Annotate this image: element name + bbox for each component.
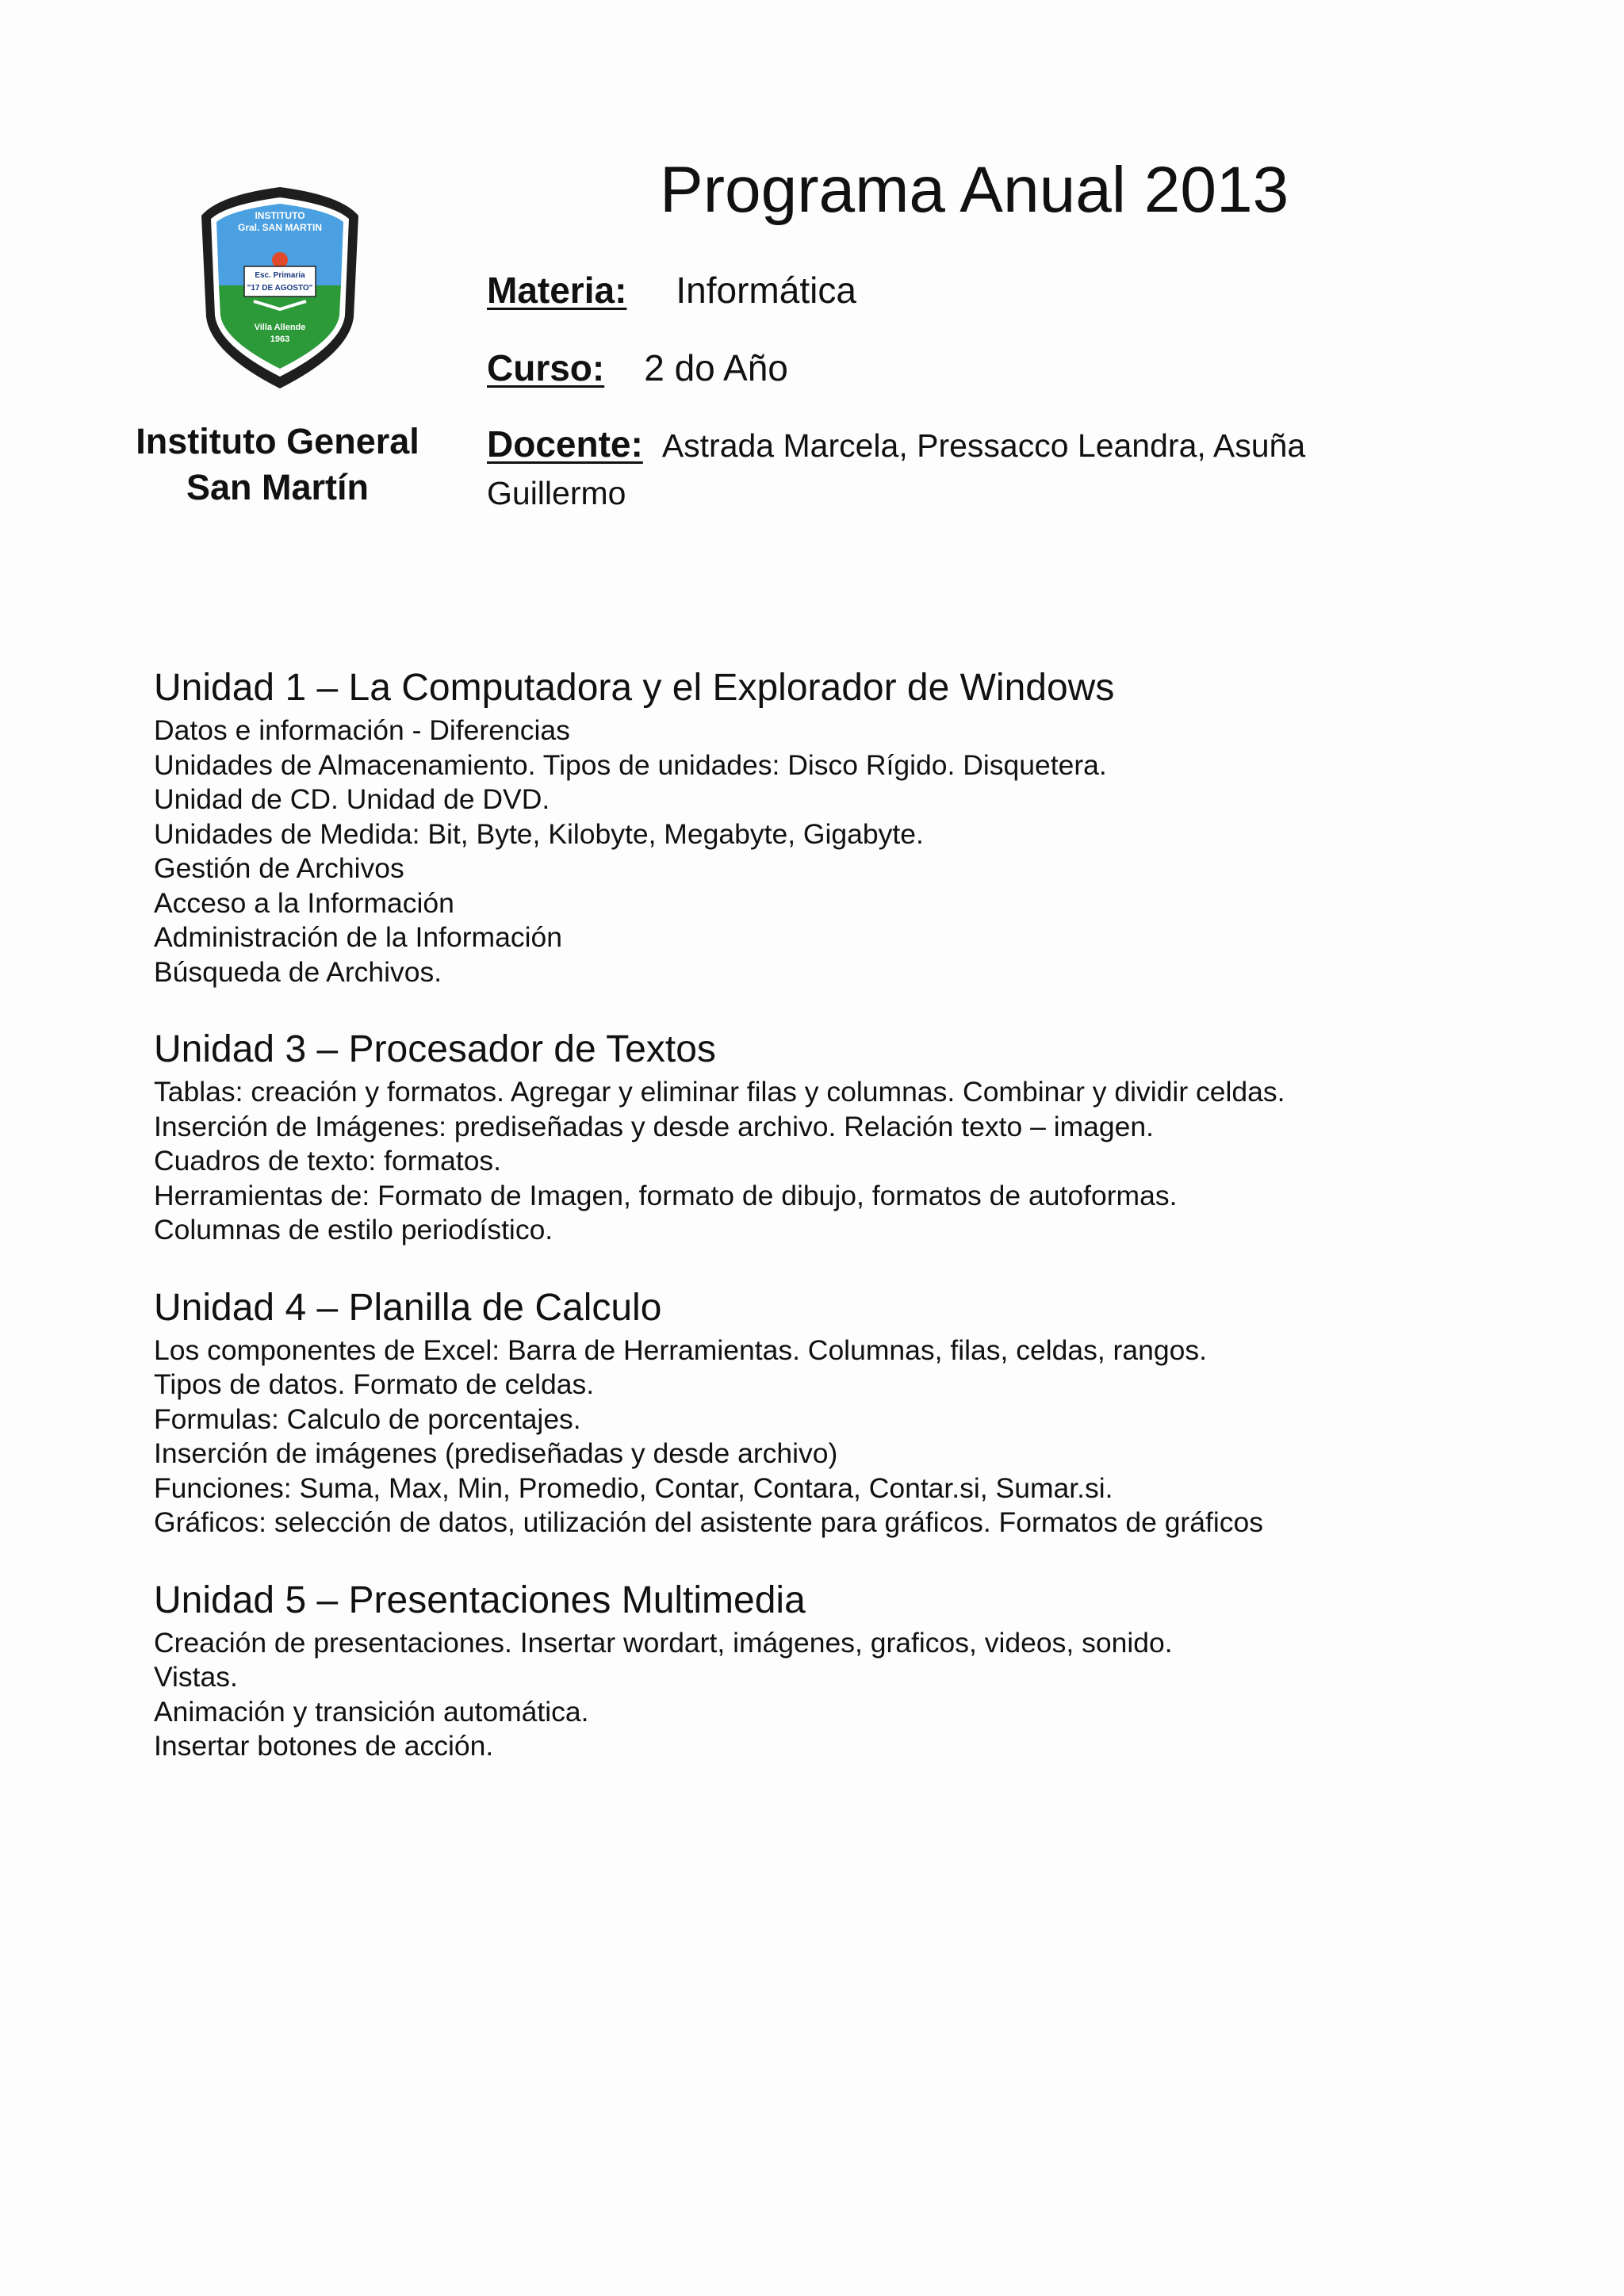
unit-line: Creación de presentaciones. Insertar wordart, imágenes, graficos, videos, sonido. bbox=[154, 1626, 1173, 1659]
curso-row bbox=[487, 346, 788, 390]
unit-line: Formulas: Calculo de porcentajes. bbox=[154, 1402, 581, 1435]
materia-row bbox=[487, 268, 856, 312]
unit-line: Los componentes de Excel: Barra de Herramientas. Columnas, filas, celdas, rangos. bbox=[154, 1334, 1207, 1366]
unit-line: Funciones: Suma, Max, Min, Promedio, Contar, Contara, Contar.si, Sumar.si. bbox=[154, 1471, 1113, 1504]
unit-line: Vistas. bbox=[154, 1661, 238, 1693]
crest-middle-text-1: Esc. Primaria bbox=[255, 271, 305, 280]
docente-label: Docente: bbox=[487, 423, 643, 465]
crest-bottom-text-1: Villa Allende bbox=[254, 323, 306, 332]
unit-title: Unidad 1 – La Computadora y el Explorador de Windows bbox=[154, 667, 1115, 709]
school-crest-logo bbox=[195, 184, 365, 390]
page-title: Programa Anual 2013 bbox=[660, 154, 1289, 226]
unit-line: Tipos de datos. Formato de celdas. bbox=[154, 1368, 595, 1400]
unit-line: Datos e información - Diferencias bbox=[154, 714, 570, 746]
unit-line: Columnas de estilo periodístico. bbox=[154, 1214, 553, 1246]
institution-name-line1: Instituto General bbox=[136, 421, 419, 461]
unit-line: Inserción de Imágenes: prediseñadas y desde archivo. Relación texto – imagen. bbox=[154, 1110, 1154, 1142]
docente-value-line1: Astrada Marcela, Pressacco Leandra, Asuña bbox=[661, 427, 1306, 464]
unit-line: Unidad de CD. Unidad de DVD. bbox=[154, 783, 550, 815]
unit-section bbox=[154, 1283, 1581, 1540]
unit-line: Animación y transición automática. bbox=[154, 1695, 589, 1728]
unit-title: Unidad 4 – Planilla de Calculo bbox=[154, 1286, 662, 1329]
unit-line: Insertar botones de acción. bbox=[154, 1730, 494, 1762]
unit-line: Unidades de Medida: Bit, Byte, Kilobyte, Megabyte, Gigabyte. bbox=[154, 817, 924, 850]
materia-value: Informática bbox=[676, 270, 856, 311]
unit-line: Gestión de Archivos bbox=[154, 852, 404, 884]
institution-name-line2: San Martín bbox=[186, 467, 370, 507]
docente-row bbox=[487, 422, 1305, 468]
unit-line: Cuadros de texto: formatos. bbox=[154, 1145, 502, 1177]
crest-top-text-2: Gral. SAN MARTIN bbox=[237, 222, 323, 233]
unit-line: Acceso a la Información bbox=[154, 886, 454, 919]
crest-top-text-1: INSTITUTO bbox=[255, 210, 305, 221]
unit-line: Búsqueda de Archivos. bbox=[154, 955, 442, 988]
unit-line: Tablas: creación y formatos. Agregar y eliminar filas y columnas. Combinar y dividir celdas. bbox=[154, 1076, 1285, 1108]
unit-title: Unidad 3 – Procesador de Textos bbox=[154, 1028, 716, 1070]
unit-line: Unidades de Almacenamiento. Tipos de unidades: Disco Rígido. Disquetera. bbox=[154, 748, 1107, 781]
crest-bottom-text-2: 1963 bbox=[270, 335, 290, 344]
unit-title: Unidad 5 – Presentaciones Multimedia bbox=[154, 1578, 806, 1621]
institution-name bbox=[95, 419, 460, 511]
unit-section bbox=[154, 1024, 1581, 1248]
curso-value: 2 do Año bbox=[644, 347, 788, 388]
unit-line: Administración de la Información bbox=[154, 921, 562, 953]
curso-label: Curso: bbox=[487, 347, 605, 388]
units-list bbox=[154, 663, 1581, 1799]
unit-section bbox=[154, 1575, 1581, 1764]
docente-value-line2: Guillermo bbox=[487, 475, 626, 511]
unit-line: Gráficos: selección de datos, utilización del asistente para gráficos. Formatos de gráficos bbox=[154, 1506, 1263, 1538]
unit-line: Herramientas de: Formato de Imagen, formato de dibujo, formatos de autoformas. bbox=[154, 1179, 1178, 1211]
unit-line: Inserción de imágenes (prediseñadas y desde archivo) bbox=[154, 1437, 838, 1469]
crest-middle-text-2: "17 DE AGOSTO" bbox=[247, 284, 313, 293]
unit-section bbox=[154, 663, 1581, 989]
materia-label: Materia: bbox=[487, 270, 627, 311]
